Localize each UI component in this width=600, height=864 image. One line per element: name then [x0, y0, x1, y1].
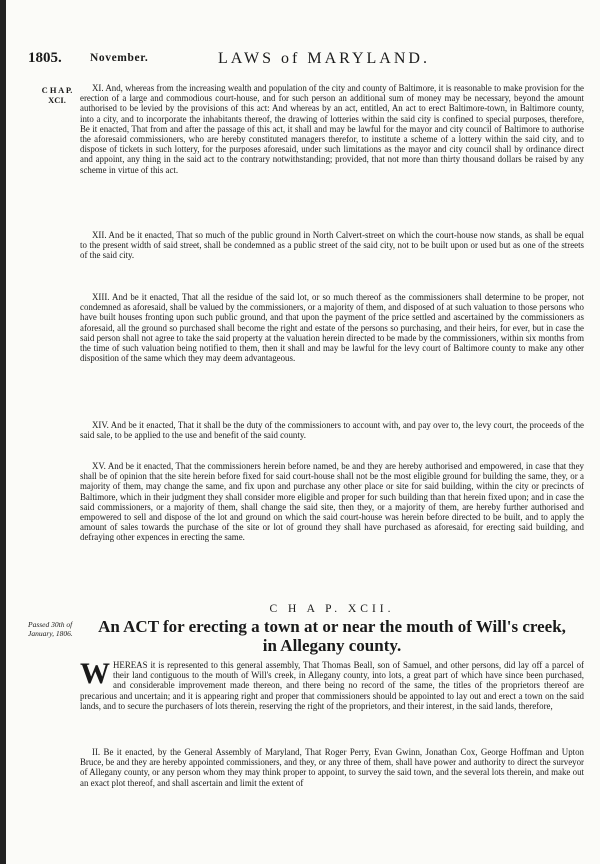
scan-edge [0, 0, 6, 864]
section-12-text: XII. And be it enacted, That so much of the public ground in North Calvert-street on which the court-house now stands, as shall be equal to the present width of said street, shall be condemned as a public street of the said city, not to be built upon or used but as one of the streets of the said city. [80, 230, 584, 261]
act-title-line2: in Allegany county. [262, 636, 402, 655]
section-15 [80, 461, 584, 543]
margin-chap-number: XCI. [48, 94, 66, 105]
margin-chapter [28, 86, 86, 105]
page-header [28, 50, 584, 70]
act-title-line1: An ACT for erecting a town at or near the mouth of Will's creek, [98, 617, 566, 636]
margin-chap-label: C H A P. [41, 85, 73, 95]
dropcap-letter: W [80, 657, 110, 690]
header-year: 1805. [28, 50, 62, 66]
whereas-clause [80, 657, 584, 711]
whereas-text: HEREAS it is represented to this general assembly, That Thomas Beall, son of Samuel, and other persons, did lay off a parcel of their land contiguous to the mouth of Will's creek, in Allegany county, into lots, a great part of which have since been purchased, and considerable improvement made thereon, and there being no record of the same, the titles of the proprietors thereof are precarious and uncertain; and it is appearing right and proper that commissioners should be appointed to lay out and erect a town on the said lands, and to secure the purchasers of lots therein, reserving the right of the proprietors, and their interest, in the said lands, therefore, [80, 660, 584, 711]
section-14-text: XIV. And be it enacted, That it shall be the duty of the commissioners to account with, and pay over to, the levy court, the proceeds of the said sale, to be applied to the use and benefit of the said county. [80, 420, 584, 441]
section-12 [80, 230, 584, 261]
header-title: LAWS of MARYLAND. [218, 50, 430, 67]
section-13-text: XIII. And be it enacted, That all the residue of the said lot, or so much thereof as the commissioners shall determine to be proper, not condemned as aforesaid, shall be valued by the commissioners, or a majority of them, and disposed of at such valuation to those persons who have built houses fronting upon such public ground, and that upon the payment of the price settled and ascertained by the commissioners as aforesaid, all the ground so purchased shall become the right and estate of the persons so purchasing, and their heirs, for ever, but in case the said person shall not agree to take the said property at the valuation herein directed to be made by the commissioners, within six months from the time of such valuation being notified to them, then it shall and may be lawful for the levy court of Baltimore county to make any other disposition of the same which they may deem advantageous. [80, 292, 584, 364]
passed-note: Passed 30th of January, 1806. [28, 620, 73, 638]
section-15-text: XV. And be it enacted, That the commissioners herein before named, be and they are hereby authorised and empowered, in case that they shall be of opinion that the site herein before fixed for said court-house shall not be the most eligible ground for building the same, they, or a majority of them, may change the same, and fix upon and purchase any other place or site for said building, within the city or precincts of Baltimore, which in their judgment they shall consider more eligible and proper for such building than that herein fixed upon; and in case the said commissioners, or a majority of them, shall change the said site, then they, or a majority of them, are hereby further authorised and empowered to sell and dispose of the lot and ground on which the said court-house was herein before directed to be built, and to apply the amount of sales towards the purchase of the site or lot of ground they shall have purchased as aforesaid, for erecting said building, and defraying other expences in erecting the same. [80, 461, 584, 543]
act-title [80, 617, 584, 655]
header-month: November. [90, 52, 149, 64]
chapter-heading: C H A P. XCII. [269, 603, 395, 615]
section-14 [80, 420, 584, 440]
section-11 [80, 83, 584, 175]
section-13 [80, 292, 584, 363]
section-2 [80, 747, 584, 788]
section-11-text: XI. And, whereas from the increasing wealth and population of the city and county of Baltimore, it is reasonable to make provision for the erection of a large and commodious court-house, and for such person an additional sum of money may be necessary, beyond the amount authorised to be levied by the provisions of this act: And whereas by an act, entitled, An act to erect Baltimore-town, in Baltimore county, into a city, and to incorporate the inhabitants thereof, the drawing of lotteries within the said city is confined to special purposes, therefore, Be it enacted, That from and after the passage of this act, it shall and may be lawful for the mayor and city council of Baltimore to authorise the aforesaid commissioners, who are hereby constituted managers therefor, to institute a scheme of a lottery within the said city, and to dispose of tickets in such lottery, for the purposes aforesaid, under such limitations as the mayor and city council shall by ordinance direct and appoint, any thing in the said act to the contrary notwithstanding; provided, that not more than thirty thousand dollars be raised by any scheme in virtue of this act. [80, 83, 584, 175]
section-2-text: II. Be it enacted, by the General Assembly of Maryland, That Roger Perry, Evan Gwinn, Jonathan Cox, George Hoffman and Upton Bruce, be and they are hereby appointed commissioners, and they, or any three of them, shall have power and authority to direct the surveyor of Allegany county, or any person whom they may think proper to appoint, to survey the said town, and the several lots therein, and make out an exact plot thereof, and shall ascertain and limit the extent of [80, 747, 584, 788]
